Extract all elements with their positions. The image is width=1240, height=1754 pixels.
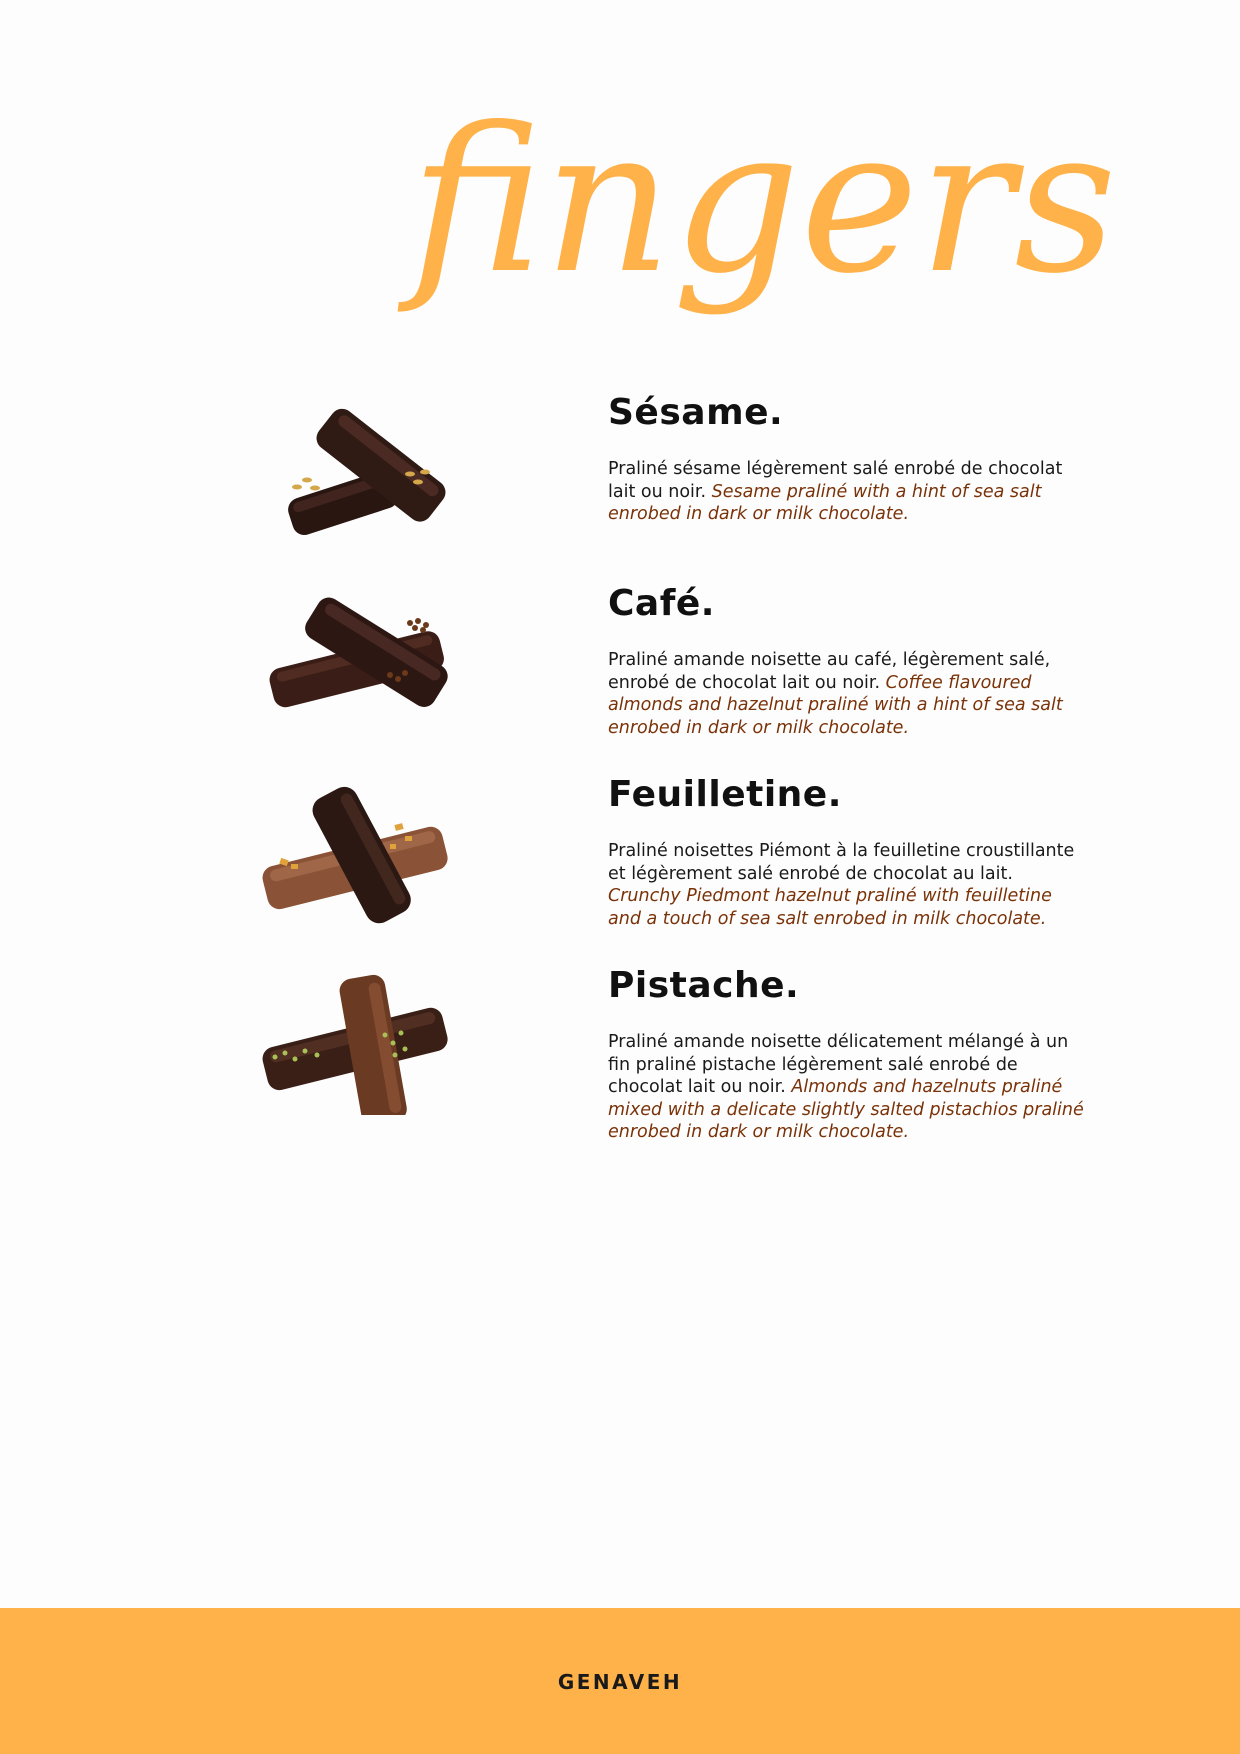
cafe-chocolate-photo <box>255 583 475 733</box>
product-description <box>608 458 1088 526</box>
product-description <box>608 649 1088 739</box>
description-fr: Praliné sésame légèrement salé enrobé de chocolat lait ou noir. <box>608 459 1063 502</box>
product-description <box>608 1031 1088 1144</box>
brand-logo: GENAVEH <box>557 1670 683 1694</box>
pistache-chocolate-photo <box>255 965 475 1115</box>
title-text: fingers <box>410 85 1117 318</box>
page-title <box>400 60 1117 380</box>
feuilletine-chocolate-photo <box>255 774 475 924</box>
description-en: Almonds and hazelnuts praliné mixed with a delicate slightly salted pistachios praliné enrobed in dark or milk chocolate. <box>608 1077 1084 1142</box>
product-name: Feuilletine. <box>608 774 842 815</box>
title-lettering <box>400 60 1117 380</box>
description-fr: Praliné noisettes Piémont à la feuilletine croustillante et légèrement salé enrobé de chocolat au lait. <box>608 841 1075 884</box>
description-en: Coffee flavoured almonds and hazelnut praliné with a hint of sea salt enrobed in dark or milk chocolate. <box>608 672 1063 738</box>
product-name: Sésame. <box>608 392 784 433</box>
description-fr: Praliné amande noisette délicatement mélangé à un fin praliné pistache légèrement salé enrobé de chocolat lait ou noir. <box>608 1032 1069 1097</box>
sesame-chocolate-photo <box>255 392 475 542</box>
product-name: Pistache. <box>608 965 800 1006</box>
description-fr: Praliné amande noisette au café, légèrement salé, enrobé de chocolat lait ou noir. <box>608 650 1051 693</box>
description-en: Sesame praliné with a hint of sea salt enrobed in dark or milk chocolate. <box>608 481 1042 524</box>
product-description <box>608 840 1088 930</box>
product-name: Café. <box>608 583 715 624</box>
description-en: Crunchy Piedmont hazelnut praliné with feuilletine and a touch of sea salt enrobed in milk chocolate. <box>608 886 1052 929</box>
footer-band <box>0 1608 1240 1754</box>
